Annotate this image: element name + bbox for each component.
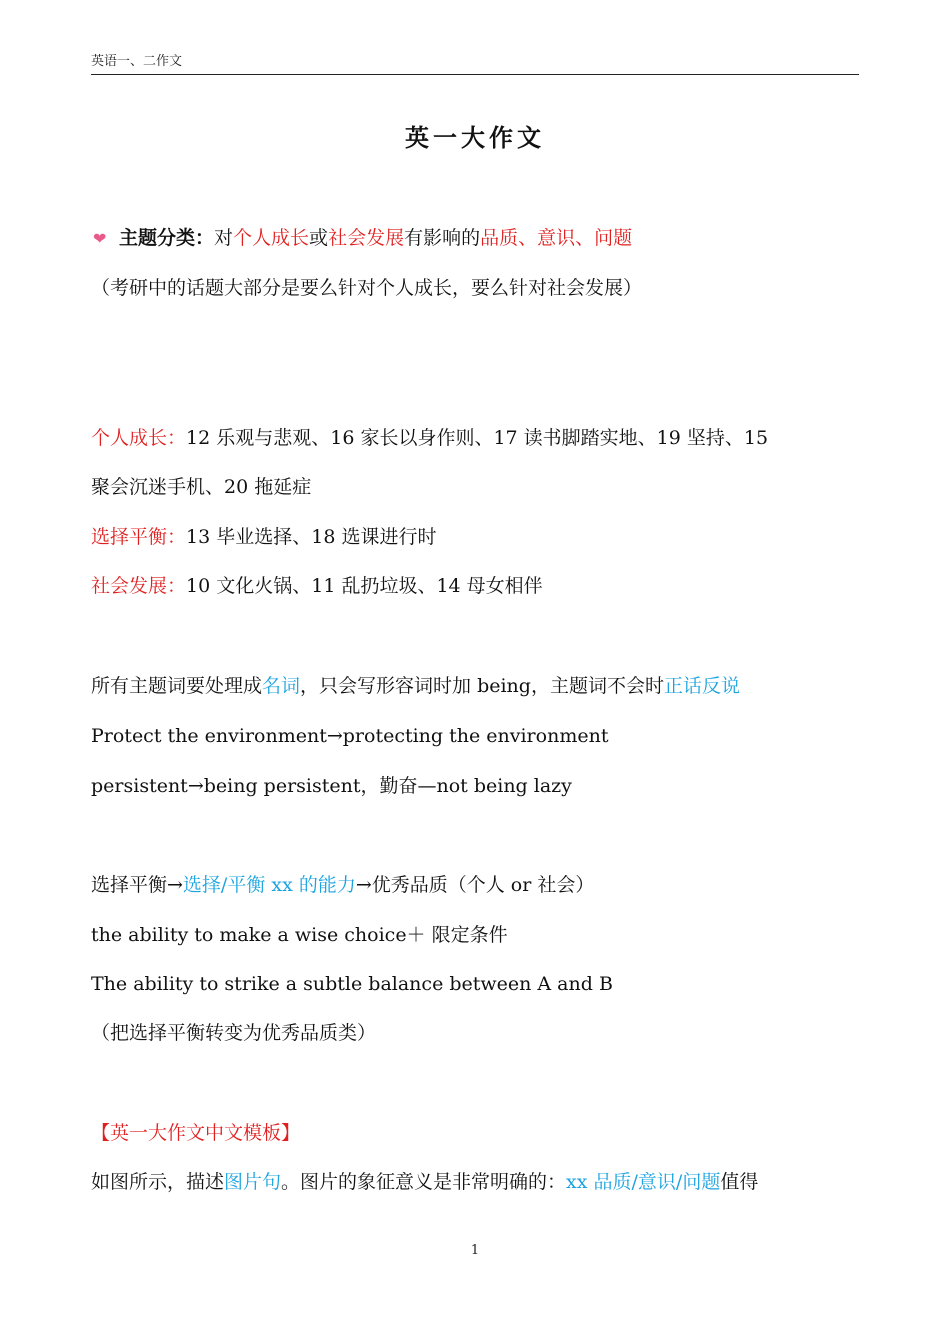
desc-text-1: 如图所示，描述 [91,1171,225,1193]
topic-text-2: 或 [309,227,329,249]
document-title: 英一大作文 [405,123,545,152]
rule-line [91,671,861,701]
rule-noun: 名词 [262,675,301,697]
desc-text-2: 。图片的象征意义是非常明确的： [281,1171,567,1193]
personal-line-2: 聚会沉迷手机、20 拖延症 [91,476,312,498]
choice-text-2: →优秀品质（个人 or 社会） [355,874,595,896]
example-1: Protect the environment→protecting the environment [91,725,609,747]
description-line [91,1167,861,1197]
rule-reverse: 正话反说 [663,675,740,697]
desc-picture: 图片句 [224,1171,282,1193]
example-4: The ability to strike a subtle balance between A and B [91,973,613,995]
topic-line [91,223,861,254]
topic-social: 社会发展 [328,227,405,249]
topic-qualities: 品质、意识、问题 [480,227,633,249]
desc-quality: xx 品质/意识/问题 [566,1171,721,1193]
page-header [91,50,859,75]
topic-label: 主题分类： [119,227,215,249]
rule-text-1: 所有主题词要处理成 [91,675,263,697]
topic-personal: 个人成长 [233,227,310,249]
balance-text: 13 毕业选择、18 选课进行时 [186,526,437,548]
heart-icon: ❤ [93,229,107,248]
personal-text-1: 12 乐观与悲观、16 家长以身作则、17 读书脚踏实地、19 坚持、15 [186,427,769,449]
topic-text-1: 对 [214,227,234,249]
example-2: persistent→being persistent，勤奋—not being lazy [91,775,572,797]
example-3: the ability to make a wise choice＋ 限定条件 [91,924,508,946]
choice-text-1: 选择平衡→ [91,874,183,896]
choice-line [91,870,861,900]
social-text: 10 文化火锅、11 乱扔垃圾、14 母女相伴 [186,575,543,597]
personal-label: 个人成长： [91,427,187,449]
page-number: 1 [470,1243,480,1258]
social-line [91,571,861,601]
choice-note: （把选择平衡转变为优秀品质类） [91,1022,377,1044]
template-title: 【英一大作文中文模板】 [91,1122,301,1144]
desc-text-3: 值得 [720,1171,759,1193]
topic-text-3: 有影响的 [404,227,481,249]
balance-line [91,522,861,552]
topic-note: （考研中的话题大部分是要么针对个人成长，要么针对社会发展） [91,277,643,299]
choice-ability: 选择/平衡 xx 的能力 [182,874,356,896]
personal-line-1 [91,423,861,453]
rule-text-2: ，只会写形容词时加 being，主题词不会时 [300,675,664,697]
social-label: 社会发展： [91,575,187,597]
header-text: 英语一、二作文 [91,54,183,69]
balance-label: 选择平衡： [91,526,187,548]
